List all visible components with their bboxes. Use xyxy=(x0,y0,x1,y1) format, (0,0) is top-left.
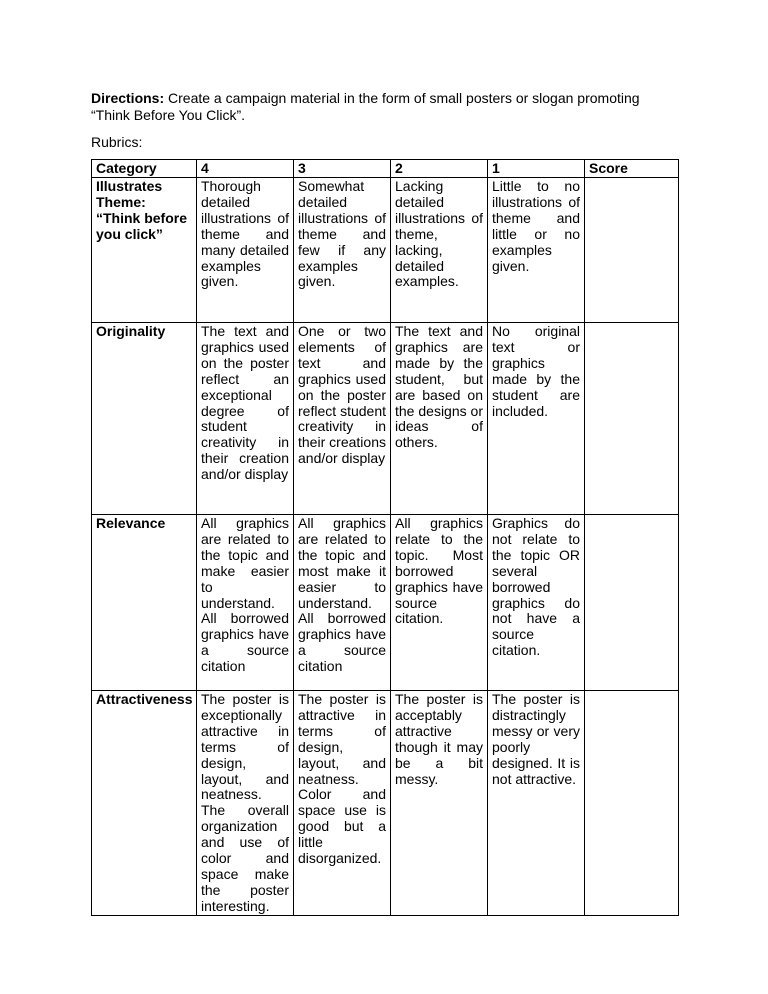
category-cell: Relevance xyxy=(92,515,197,691)
header-level-2: 2 xyxy=(391,160,488,178)
level-3-cell: All graphics are related to the topic and most make it easier to understand. All borrowed graphics have a source citation xyxy=(294,515,391,691)
header-score: Score xyxy=(585,160,679,178)
header-level-4: 4 xyxy=(197,160,294,178)
header-level-3: 3 xyxy=(294,160,391,178)
level-1-cell: The poster is distractingly messy or very poorly designed. It is not attractive. xyxy=(488,691,585,916)
category-cell: Attractiveness xyxy=(92,691,197,916)
level-2-cell: The text and graphics are made by the student, but are based on the designs or ideas of others. xyxy=(391,323,488,515)
directions-text: Create a campaign material in the form of small posters or slogan promoting “Think Before You Click”. xyxy=(91,90,640,123)
rubric-table xyxy=(91,159,679,916)
category-cell: Illustrates Theme: “Think before you click” xyxy=(92,178,197,323)
table-row xyxy=(92,178,679,323)
level-4-cell: All graphics are related to the topic and make easier to understand. All borrowed graphics have a source citation xyxy=(197,515,294,691)
table-row xyxy=(92,515,679,691)
level-4-cell: The poster is exceptionally attractive in terms of design, layout, and neatness. The overall organization and use of color and space make the poster interesting. xyxy=(197,691,294,916)
rubrics-label: Rubrics: xyxy=(91,134,143,150)
level-2-cell: All graphics relate to the topic. Most borrowed graphics have source citation. xyxy=(391,515,488,691)
level-4-cell: Thorough detailed illustrations of theme and many detailed examples given. xyxy=(197,178,294,323)
level-2-cell: Lacking detailed illustrations of theme, lacking, detailed examples. xyxy=(391,178,488,323)
level-3-cell: One or two elements of text and graphics used on the poster reflect student creativity in their creations and/or display xyxy=(294,323,391,515)
rubric-header-row xyxy=(92,160,679,178)
score-cell[interactable] xyxy=(585,515,679,691)
directions-paragraph xyxy=(91,90,681,124)
header-level-1: 1 xyxy=(488,160,585,178)
level-1-cell: No original text or graphics made by the student are included. xyxy=(488,323,585,515)
level-4-cell: The text and graphics used on the poster reflect an exceptional degree of student creativity in their creation and/or display xyxy=(197,323,294,515)
table-row xyxy=(92,323,679,515)
level-3-cell: Somewhat detailed illustrations of theme and few if any examples given. xyxy=(294,178,391,323)
score-cell[interactable] xyxy=(585,323,679,515)
directions-label: Directions: xyxy=(91,90,165,106)
level-2-cell: The poster is acceptably attractive though it may be a bit messy. xyxy=(391,691,488,916)
score-cell[interactable] xyxy=(585,178,679,323)
table-row xyxy=(92,691,679,916)
level-1-cell: Graphics do not relate to the topic OR several borrowed graphics do not have a source citation. xyxy=(488,515,585,691)
level-3-cell: The poster is attractive in terms of design, layout, and neatness. Color and space use is good but a little disorganized. xyxy=(294,691,391,916)
header-category: Category xyxy=(92,160,197,178)
score-cell[interactable] xyxy=(585,691,679,916)
category-cell: Originality xyxy=(92,323,197,515)
level-1-cell: Little to no illustrations of theme and little or no examples given. xyxy=(488,178,585,323)
